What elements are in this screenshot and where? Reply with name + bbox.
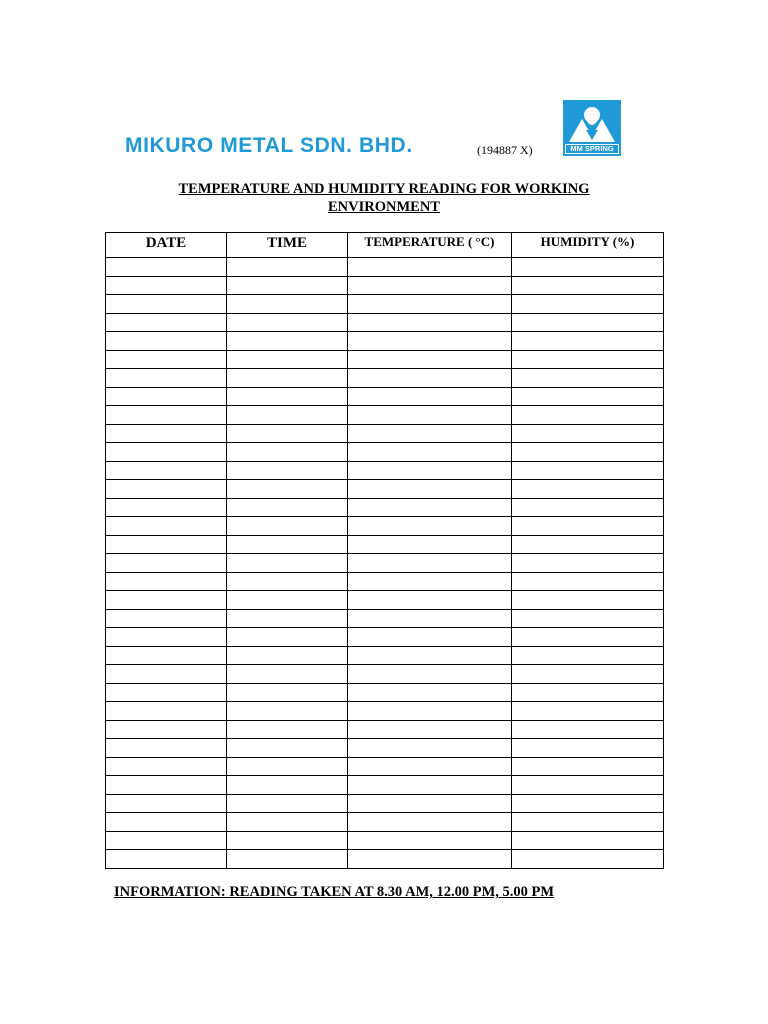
- table-cell-empty: [512, 276, 664, 295]
- table-cell-empty: [106, 683, 227, 702]
- table-cell-empty: [227, 443, 348, 462]
- form-title-line-2: ENVIRONMENT: [328, 199, 440, 215]
- table-row: [106, 794, 664, 813]
- table-row: [106, 646, 664, 665]
- table-cell-empty: [512, 369, 664, 388]
- table-cell-empty: [106, 609, 227, 628]
- form-title: [0, 180, 768, 216]
- table-cell-empty: [512, 332, 664, 351]
- table-cell-empty: [512, 554, 664, 573]
- information-note: INFORMATION: READING TAKEN AT 8.30 AM, 12.00 PM, 5.00 PM: [114, 884, 555, 900]
- table-cell-empty: [106, 757, 227, 776]
- table-cell-empty: [348, 702, 512, 721]
- table-cell-empty: [512, 591, 664, 610]
- table-cell-empty: [348, 739, 512, 758]
- registration-number: (194887 X): [477, 143, 533, 157]
- table-cell-empty: [227, 720, 348, 739]
- table-cell-empty: [348, 757, 512, 776]
- table-row: [106, 369, 664, 388]
- table-cell-empty: [348, 646, 512, 665]
- table-cell-empty: [512, 387, 664, 406]
- table-cell-empty: [227, 665, 348, 684]
- table-cell-empty: [512, 258, 664, 277]
- table-cell-empty: [227, 628, 348, 647]
- table-cell-empty: [227, 406, 348, 425]
- table-cell-empty: [348, 665, 512, 684]
- table-cell-empty: [106, 443, 227, 462]
- table-cell-empty: [227, 757, 348, 776]
- table-row: [106, 443, 664, 462]
- table-row: [106, 424, 664, 443]
- table-cell-empty: [512, 517, 664, 536]
- table-cell-empty: [348, 498, 512, 517]
- table-cell-empty: [106, 369, 227, 388]
- table-row: [106, 572, 664, 591]
- column-header-humidity: HUMIDITY (%): [512, 233, 664, 258]
- table-row: [106, 535, 664, 554]
- table-cell-empty: [348, 609, 512, 628]
- table-cell-empty: [348, 332, 512, 351]
- table-row: [106, 628, 664, 647]
- form-title-line-1: TEMPERATURE AND HUMIDITY READING FOR WORKING: [178, 181, 590, 197]
- table-cell-empty: [227, 350, 348, 369]
- table-cell-empty: [512, 572, 664, 591]
- table-cell-empty: [348, 406, 512, 425]
- table-body: [106, 258, 664, 869]
- table-cell-empty: [348, 554, 512, 573]
- table-cell-empty: [106, 276, 227, 295]
- table-cell-empty: [512, 831, 664, 850]
- table-cell-empty: [512, 480, 664, 499]
- table-cell-empty: [348, 572, 512, 591]
- table-cell-empty: [106, 720, 227, 739]
- table-row: [106, 591, 664, 610]
- table-cell-empty: [227, 517, 348, 536]
- table-cell-empty: [512, 295, 664, 314]
- table-row: [106, 813, 664, 832]
- table-row: [106, 295, 664, 314]
- table-row: [106, 739, 664, 758]
- table-cell-empty: [348, 424, 512, 443]
- table-cell-empty: [512, 461, 664, 480]
- table-cell-empty: [106, 628, 227, 647]
- table-row: [106, 776, 664, 795]
- reading-table: [105, 232, 664, 869]
- table-cell-empty: [348, 276, 512, 295]
- table-cell-empty: [348, 794, 512, 813]
- table-cell-empty: [106, 461, 227, 480]
- logo-caption: MM SPRING: [565, 144, 619, 154]
- table-row: [106, 276, 664, 295]
- table-row: [106, 461, 664, 480]
- table-cell-empty: [512, 757, 664, 776]
- table-cell-empty: [106, 332, 227, 351]
- table-cell-empty: [227, 295, 348, 314]
- table-cell-empty: [348, 295, 512, 314]
- table-cell-empty: [227, 794, 348, 813]
- table-cell-empty: [106, 535, 227, 554]
- company-logo: [563, 100, 621, 156]
- table-cell-empty: [227, 646, 348, 665]
- table-cell-empty: [227, 609, 348, 628]
- table-row: [106, 609, 664, 628]
- table-cell-empty: [106, 258, 227, 277]
- table-cell-empty: [227, 480, 348, 499]
- table-cell-empty: [106, 850, 227, 869]
- table-cell-empty: [227, 498, 348, 517]
- table-cell-empty: [348, 387, 512, 406]
- table-cell-empty: [512, 609, 664, 628]
- table-cell-empty: [106, 702, 227, 721]
- table-cell-empty: [106, 350, 227, 369]
- table-cell-empty: [348, 776, 512, 795]
- column-header-time: TIME: [227, 233, 348, 258]
- table-cell-empty: [348, 535, 512, 554]
- table-cell-empty: [348, 350, 512, 369]
- table-header-row: [106, 233, 664, 258]
- table-cell-empty: [227, 776, 348, 795]
- table-cell-empty: [227, 535, 348, 554]
- table-cell-empty: [512, 424, 664, 443]
- table-cell-empty: [512, 646, 664, 665]
- table-cell-empty: [106, 313, 227, 332]
- column-header-date: DATE: [106, 233, 227, 258]
- table-cell-empty: [348, 517, 512, 536]
- table-cell-empty: [106, 406, 227, 425]
- table-cell-empty: [227, 258, 348, 277]
- table-row: [106, 258, 664, 277]
- table-cell-empty: [106, 776, 227, 795]
- table-cell-empty: [227, 702, 348, 721]
- table-cell-empty: [227, 332, 348, 351]
- table-cell-empty: [106, 831, 227, 850]
- table-row: [106, 406, 664, 425]
- table-cell-empty: [227, 850, 348, 869]
- table-cell-empty: [227, 739, 348, 758]
- table-row: [106, 702, 664, 721]
- table-row: [106, 831, 664, 850]
- table-cell-empty: [227, 683, 348, 702]
- table-row: [106, 554, 664, 573]
- table-cell-empty: [512, 535, 664, 554]
- table-cell-empty: [348, 831, 512, 850]
- table-cell-empty: [106, 498, 227, 517]
- table-cell-empty: [106, 813, 227, 832]
- table-cell-empty: [227, 276, 348, 295]
- table-row: [106, 683, 664, 702]
- table-cell-empty: [512, 683, 664, 702]
- table-cell-empty: [227, 591, 348, 610]
- company-name: MIKURO METAL SDN. BHD.: [125, 134, 413, 157]
- column-header-temperature: TEMPERATURE ( °C): [348, 233, 512, 258]
- table-row: [106, 332, 664, 351]
- table-cell-empty: [227, 313, 348, 332]
- table-cell-empty: [512, 813, 664, 832]
- table-cell-empty: [512, 498, 664, 517]
- table-cell-empty: [348, 850, 512, 869]
- table-cell-empty: [512, 406, 664, 425]
- table-cell-empty: [106, 646, 227, 665]
- table-cell-empty: [106, 665, 227, 684]
- table-cell-empty: [348, 369, 512, 388]
- table-cell-empty: [348, 480, 512, 499]
- table-cell-empty: [106, 517, 227, 536]
- table-row: [106, 517, 664, 536]
- table-cell-empty: [227, 424, 348, 443]
- table-row: [106, 720, 664, 739]
- table-row: [106, 387, 664, 406]
- table-row: [106, 850, 664, 869]
- table-cell-empty: [348, 683, 512, 702]
- table-row: [106, 313, 664, 332]
- table-cell-empty: [106, 591, 227, 610]
- table-cell-empty: [227, 813, 348, 832]
- table-cell-empty: [348, 813, 512, 832]
- table-row: [106, 498, 664, 517]
- table-cell-empty: [512, 850, 664, 869]
- table-cell-empty: [106, 739, 227, 758]
- table-cell-empty: [348, 720, 512, 739]
- table-cell-empty: [106, 387, 227, 406]
- table-cell-empty: [106, 554, 227, 573]
- table-cell-empty: [512, 443, 664, 462]
- table-cell-empty: [348, 443, 512, 462]
- table-cell-empty: [512, 720, 664, 739]
- table-cell-empty: [227, 831, 348, 850]
- table-cell-empty: [106, 295, 227, 314]
- table-cell-empty: [106, 424, 227, 443]
- table-cell-empty: [227, 554, 348, 573]
- table-cell-empty: [106, 572, 227, 591]
- table-cell-empty: [512, 628, 664, 647]
- table-cell-empty: [227, 461, 348, 480]
- table-cell-empty: [512, 794, 664, 813]
- table-row: [106, 350, 664, 369]
- table-cell-empty: [512, 702, 664, 721]
- table-cell-empty: [512, 665, 664, 684]
- table-cell-empty: [348, 258, 512, 277]
- table-cell-empty: [512, 313, 664, 332]
- table-cell-empty: [512, 739, 664, 758]
- table-cell-empty: [512, 350, 664, 369]
- table-row: [106, 757, 664, 776]
- table-cell-empty: [348, 628, 512, 647]
- table-row: [106, 480, 664, 499]
- table-cell-empty: [227, 572, 348, 591]
- table-cell-empty: [348, 313, 512, 332]
- table-cell-empty: [227, 387, 348, 406]
- table-cell-empty: [106, 794, 227, 813]
- table-cell-empty: [348, 461, 512, 480]
- table-row: [106, 665, 664, 684]
- table-cell-empty: [348, 591, 512, 610]
- table-cell-empty: [227, 369, 348, 388]
- table-cell-empty: [512, 776, 664, 795]
- table-cell-empty: [106, 480, 227, 499]
